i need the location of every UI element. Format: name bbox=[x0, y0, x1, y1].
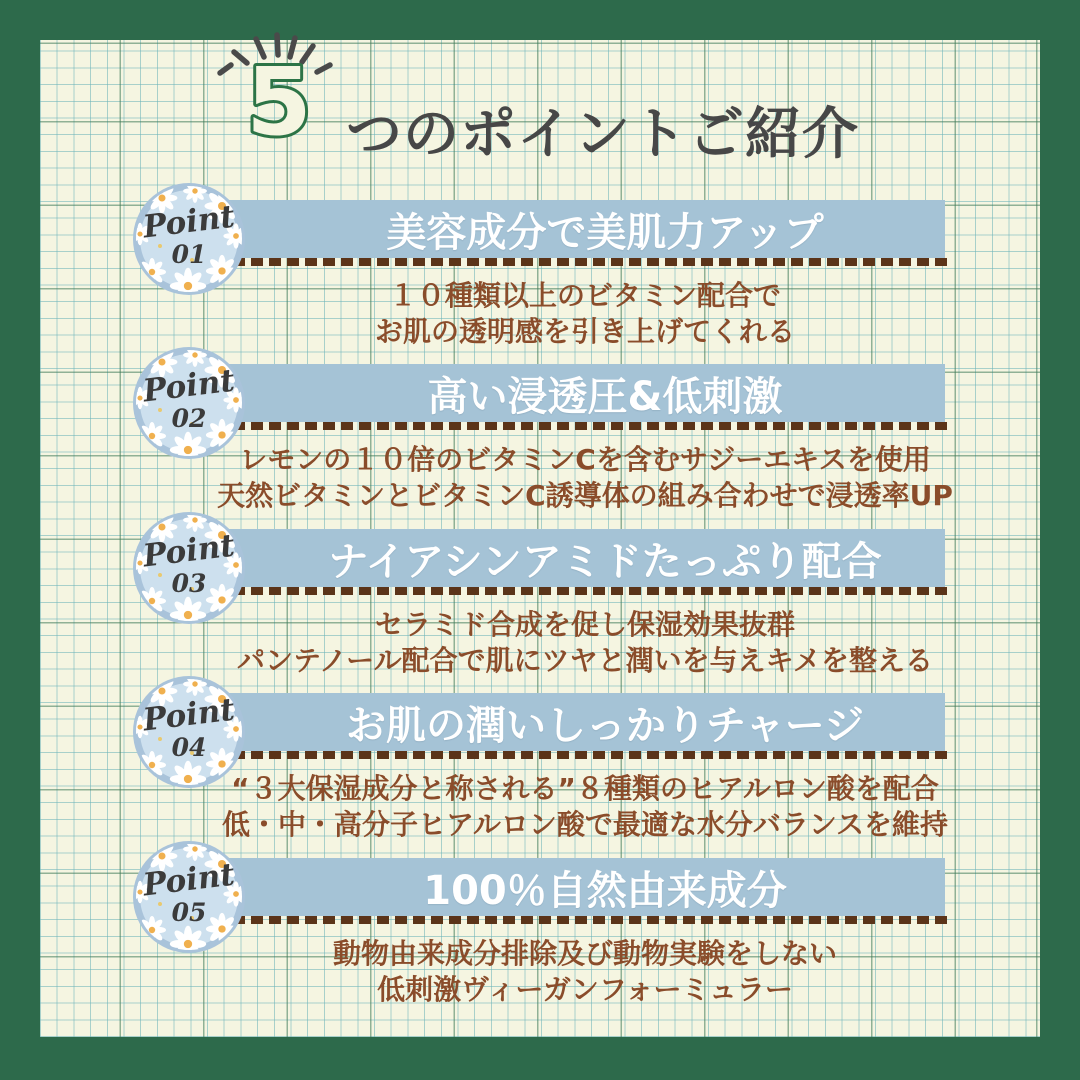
point-section-4 bbox=[40, 675, 1040, 845]
point-description bbox=[210, 607, 960, 679]
point-description bbox=[210, 278, 960, 350]
badge-label: Point bbox=[141, 362, 237, 410]
dashed-divider bbox=[215, 422, 948, 430]
desc-line: 低・中・高分子ヒアルロン酸で最適な水分バランスを維持 bbox=[221, 808, 949, 841]
big-number-five bbox=[244, 48, 314, 157]
point-banner bbox=[205, 858, 945, 916]
desc-line: 天然ビタミンとビタミンC誘導体の組み合わせで浸透率UP bbox=[217, 479, 953, 512]
point-badge bbox=[132, 511, 246, 625]
badge-number: 04 bbox=[171, 733, 207, 762]
page-title: つのポイントご紹介 bbox=[346, 102, 859, 167]
desc-line: レモンの１０倍のビタミンCを含むサジーエキスを使用 bbox=[239, 443, 931, 476]
badge-number: 05 bbox=[171, 898, 207, 927]
dashed-divider bbox=[215, 916, 948, 924]
badge-label: Point bbox=[141, 856, 237, 904]
desc-line: １０種類以上のビタミン配合で bbox=[388, 279, 781, 312]
point-badge bbox=[132, 675, 246, 789]
header bbox=[40, 40, 1040, 180]
banner-title: 100％自然由来成分 bbox=[423, 867, 787, 914]
badge-label: Point bbox=[141, 691, 237, 739]
desc-line: パンテノール配合で肌にツヤと潤いを与えキメを整える bbox=[236, 644, 934, 677]
five-text: 5 bbox=[246, 48, 312, 157]
point-badge bbox=[132, 840, 246, 954]
badge-label: Point bbox=[141, 198, 237, 246]
desc-line: “３大保湿成分と称される”８種類のヒアルロン酸を配合 bbox=[231, 772, 939, 805]
point-banner bbox=[205, 693, 945, 751]
desc-line: お肌の透明感を引き上げてくれる bbox=[374, 315, 795, 348]
point-banner bbox=[205, 529, 945, 587]
banner-title: ナイアシンアミドたっぷり配合 bbox=[328, 538, 882, 585]
dashed-divider bbox=[215, 751, 948, 759]
banner-title: 高い浸透圧&低刺激 bbox=[427, 373, 783, 420]
badge-number: 02 bbox=[171, 404, 207, 433]
point-section-3 bbox=[40, 511, 1040, 681]
point-badge bbox=[132, 182, 246, 296]
grid-paper bbox=[40, 40, 1040, 1037]
point-banner bbox=[205, 200, 945, 258]
desc-line: 動物由来成分排除及び動物実験をしない bbox=[332, 937, 837, 970]
badge-label: Point bbox=[141, 527, 237, 575]
dashed-divider bbox=[215, 258, 948, 266]
dashed-divider bbox=[215, 587, 948, 595]
point-description bbox=[210, 442, 960, 514]
badge-number: 01 bbox=[171, 240, 207, 269]
desc-line: セラミド合成を促し保湿効果抜群 bbox=[374, 608, 795, 641]
point-section-5 bbox=[40, 840, 1040, 1010]
banner-title: お肌の潤いしっかりチャージ bbox=[346, 702, 864, 749]
point-description bbox=[210, 771, 960, 843]
point-section-1 bbox=[40, 182, 1040, 352]
point-description bbox=[210, 936, 960, 1008]
desc-line: 低刺激ヴィーガンフォーミュラー bbox=[377, 973, 793, 1006]
point-badge bbox=[132, 346, 246, 460]
badge-number: 03 bbox=[171, 569, 207, 598]
point-section-2 bbox=[40, 346, 1040, 516]
point-banner bbox=[205, 364, 945, 422]
banner-title: 美容成分で美肌力アップ bbox=[386, 209, 824, 256]
